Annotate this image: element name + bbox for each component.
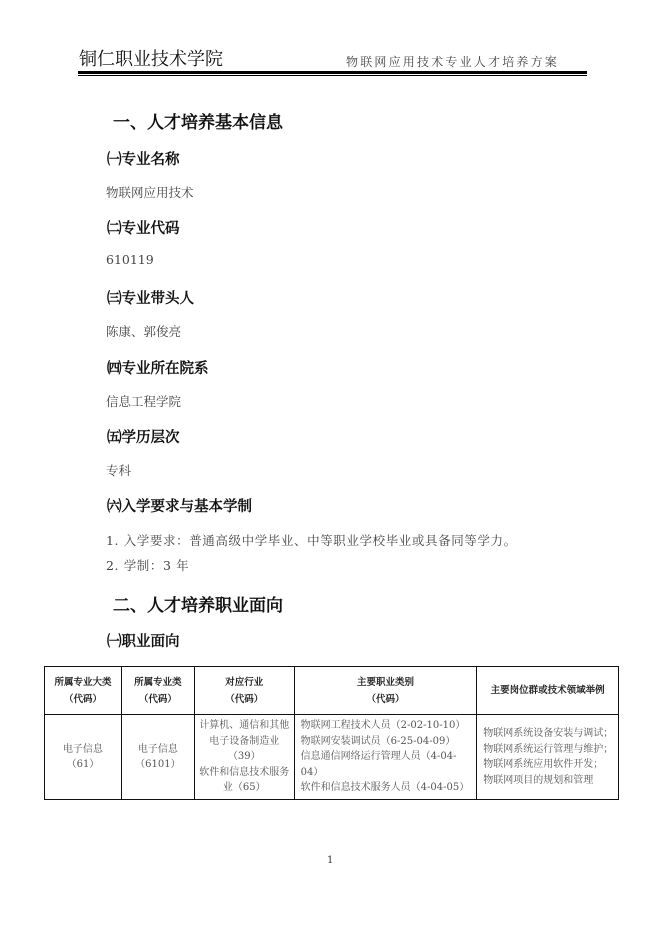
section-2-title: 二、人才培养职业面向 <box>113 596 283 616</box>
header-rule-thick <box>78 71 587 74</box>
heading-major-code: ㈡专业代码 <box>107 221 180 237</box>
heading-admission-requirements: ㈥入学要求与基本学制 <box>107 499 252 515</box>
table-header-row <box>45 667 619 715</box>
header-occupations: 主要职业类别 （代码） <box>294 667 477 715</box>
header-rule-thin <box>78 75 587 76</box>
heading-department: ㈣专业所在院系 <box>107 361 209 377</box>
cell-positions: 物联网系统设备安装与调试； 物联网系统运行管理与维护； 物联网系统应用软件开发； 物联网项目的规划和管理 <box>477 715 619 800</box>
major-name-value: 物联网应用技术 <box>106 185 194 200</box>
department-value: 信息工程学院 <box>106 394 182 409</box>
page-number: 1 <box>327 855 334 866</box>
cell-major-class: 电子信息 （6101） <box>121 715 194 800</box>
school-name: 铜仁职业技术学院 <box>79 49 223 70</box>
major-leader-value: 陈康、郭俊亮 <box>106 324 182 339</box>
section-1-title: 一、人才培养基本信息 <box>113 113 283 133</box>
header-positions: 主要岗位群或技术领域举例 <box>477 667 619 715</box>
major-code-value: 610119 <box>106 252 154 267</box>
heading-major-name: ㈠专业名称 <box>107 152 180 168</box>
header-major-class: 所属专业类 （代码） <box>121 667 194 715</box>
education-level-value: 专科 <box>106 463 132 478</box>
document-title: 物联网应用技术专业人才培养方案 <box>346 55 560 69</box>
cell-occupations: 物联网工程技术人员（2-02-10-10） 物联网安装调试员（6-25-04-09） 信息通信网络运行管理人员（4-04-04） 软件和信息技术服务人员（4-04-05） <box>294 715 477 800</box>
cell-major-category: 电子信息 （61） <box>45 715 122 800</box>
career-orientation-table <box>44 666 619 800</box>
admission-requirement-line: 1. 入学要求：普通高级中学毕业、中等职业学校毕业或具备同等学力。 <box>106 533 517 548</box>
header-industry: 对应行业 （代码） <box>194 667 294 715</box>
heading-major-leader: ㈢专业带头人 <box>107 291 194 307</box>
study-duration-line: 2. 学制：3 年 <box>106 558 190 573</box>
cell-industry: 计算机、通信和其他 电子设备制造业 （39） 软件和信息技术服务 业（65） <box>194 715 294 800</box>
table-row <box>45 715 619 800</box>
heading-career-orientation: ㈠职业面向 <box>107 634 180 650</box>
header-major-category: 所属专业大类 （代码） <box>45 667 122 715</box>
heading-education-level: ㈤学历层次 <box>107 430 180 446</box>
